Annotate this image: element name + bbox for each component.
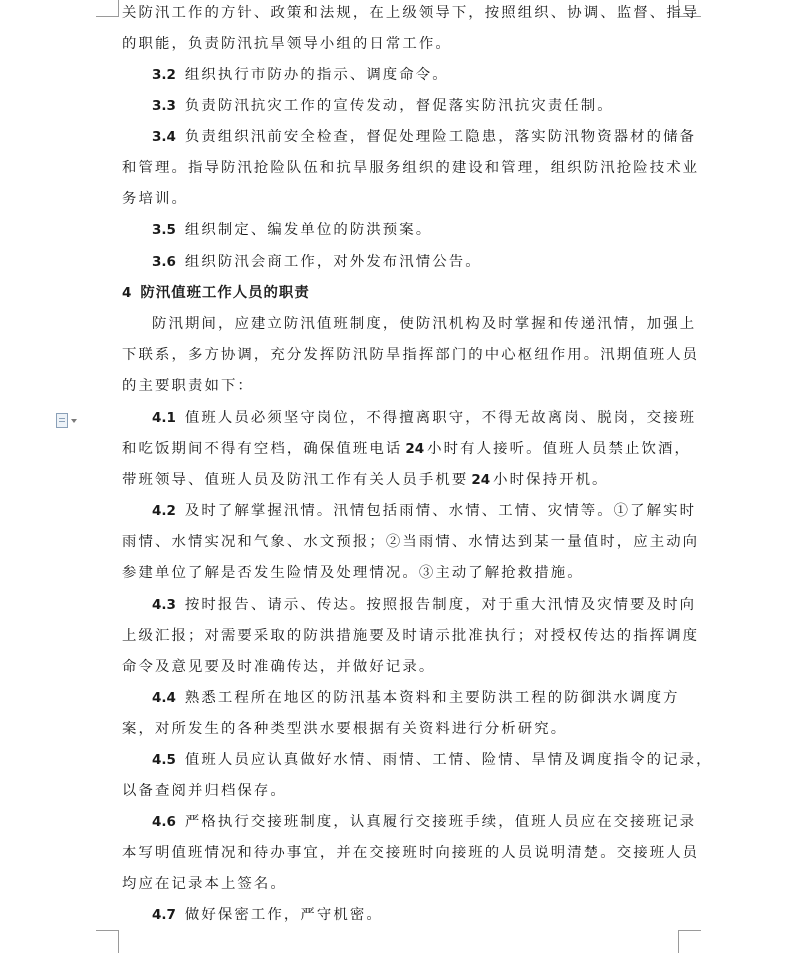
clause-line: 4.6 严格执行交接班制度，认真履行交接班手续，值班人员应在交接班记录 — [152, 814, 697, 830]
text-line: 以备查阅并归档保存。 — [122, 783, 287, 799]
clause-line: 4.2 及时了解掌握汛情。汛情包括雨情、水情、工情、灾情等。①了解实时 — [152, 503, 697, 519]
text-line: 上级汇报；对需要采取的防洪措施要及时请示批准执行；对授权传达的指挥调度 — [122, 628, 700, 644]
document-comment-icon[interactable] — [56, 413, 82, 429]
clause-line: 3.5 组织制定、编发单位的防洪预案。 — [152, 222, 433, 238]
clause-number: 4.4 — [152, 690, 176, 706]
clause-number: 3.6 — [152, 254, 176, 270]
text-line: 案，对所发生的各种类型洪水要根据有关资料进行分析研究。 — [122, 721, 568, 737]
clause-number: 4.5 — [152, 752, 176, 768]
clause-line: 4.5 值班人员应认真做好水情、雨情、工情、险情、旱情及调度指令的记录， — [152, 752, 713, 768]
bold-number: 24 — [405, 441, 425, 457]
clause-line: 4.3 按时报告、请示、传达。按照报告制度，对于重大汛情及灾情要及时向 — [152, 597, 697, 613]
clause-line: 3.6 组织防汛会商工作，对外发布汛情公告。 — [152, 254, 482, 270]
text-line: 带班领导、值班人员及防汛工作有关人员手机要 24 小时保持开机。 — [122, 472, 609, 488]
clause-line: 3.2 组织执行市防办的指示、调度命令。 — [152, 67, 449, 83]
margin-corner-bottom-left — [96, 930, 119, 953]
clause-number: 3.2 — [152, 67, 176, 83]
clause-line: 3.3 负责防汛抗灾工作的宣传发动，督促落实防汛抗灾责任制。 — [152, 98, 614, 114]
section-number: 4 — [122, 285, 133, 301]
text-line: 雨情、水情实况和气象、水文预报；②当雨情、水情达到某一量值时，应主动向 — [122, 534, 700, 550]
text-line: 和管理。指导防汛抢险队伍和抗旱服务组织的建设和管理，组织防汛抢险技术业 — [122, 160, 700, 176]
text-line: 和吃饭期间不得有空档，确保值班电话 24 小时有人接听。值班人员禁止饮酒， — [122, 441, 691, 457]
clause-number: 4.3 — [152, 597, 176, 613]
text-line: 的职能，负责防汛抗旱领导小组的日常工作。 — [122, 36, 452, 52]
text-line: 的主要职责如下： — [122, 378, 254, 394]
clause-number: 3.3 — [152, 98, 176, 114]
dropdown-arrow-icon[interactable] — [71, 419, 77, 423]
clause-line: 4.1 值班人员必须坚守岗位，不得擅离职守，不得无故离岗、脱岗，交接班 — [152, 410, 697, 426]
text-line: 防汛期间，应建立防汛值班制度，使防汛机构及时掌握和传递汛情，加强上 — [152, 316, 697, 332]
margin-corner-top-left — [96, 0, 119, 17]
text-line: 参建单位了解是否发生险情及处理情况。③主动了解抢救措施。 — [122, 565, 584, 581]
text-line: 命令及意见要及时准确传达，并做好记录。 — [122, 659, 436, 675]
text-line: 下联系，多方协调，充分发挥防汛防旱指挥部门的中心枢纽作用。汛期值班人员 — [122, 347, 700, 363]
clause-number: 3.4 — [152, 129, 176, 145]
bold-number: 24 — [471, 472, 491, 488]
clause-number: 4.6 — [152, 814, 176, 830]
clause-number: 4.2 — [152, 503, 176, 519]
text-line: 关防汛工作的方针、政策和法规，在上级领导下，按照组织、协调、监督、指导 — [122, 5, 700, 21]
section-heading: 4 防汛值班工作人员的职责 — [122, 284, 310, 301]
margin-corner-bottom-right — [678, 930, 701, 953]
clause-number: 4.7 — [152, 907, 176, 923]
text-line: 务培训。 — [122, 191, 188, 207]
clause-number: 4.1 — [152, 410, 176, 426]
clause-line: 4.7 做好保密工作，严守机密。 — [152, 907, 383, 923]
clause-line: 4.4 熟悉工程所在地区的防汛基本资料和主要防洪工程的防御洪水调度方 — [152, 690, 680, 706]
text-line: 本写明值班情况和待办事宜，并在交接班时向接班的人员说明清楚。交接班人员 — [122, 845, 700, 861]
clause-number: 3.5 — [152, 222, 176, 238]
clause-line: 3.4 负责组织汛前安全检查，督促处理险工隐患，落实防汛物资器材的储备 — [152, 129, 697, 145]
text-line: 均应在记录本上签名。 — [122, 876, 287, 892]
